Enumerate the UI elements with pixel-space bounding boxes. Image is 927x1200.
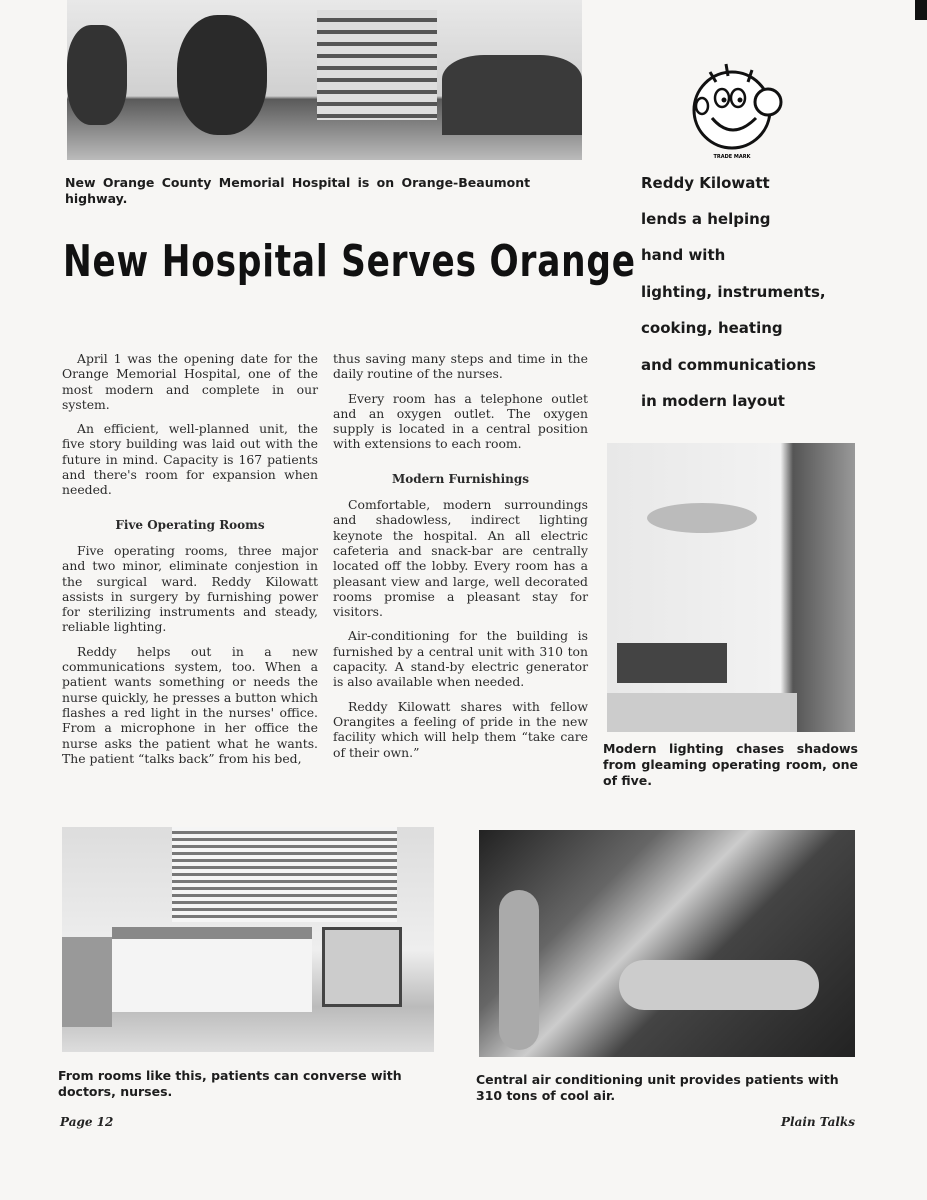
sidebar-line: and communications — [641, 356, 816, 374]
paragraph: April 1 was the opening date for the Orange Memorial Hospital, one of the most modern and complete in our system. — [62, 351, 318, 412]
article-title: New Hospital Serves Orange — [63, 236, 636, 287]
sidebar-line: hand with — [641, 246, 726, 264]
paragraph: Reddy Kilowatt shares with fellow Orangites a feeling of pride in the new facility which will help them “take care of their own.” — [333, 698, 588, 760]
patient-room-caption: From rooms like this, patients can converse with doctors, nurses. — [58, 1068, 402, 1099]
paragraph: thus saving many steps and time in the daily routine of the nurses. — [333, 351, 588, 382]
publication-name: Plain Talks — [780, 1115, 855, 1129]
sidebar-line: Reddy Kilowatt — [641, 174, 770, 192]
paragraph: Every room has a telephone outlet and an oxygen outlet. The oxygen supply is located in a central position with extensions to each room. — [333, 390, 588, 452]
air-conditioning-photo — [479, 830, 855, 1057]
paragraph: Air-conditioning for the building is furnished by a central unit with 310 ton capacity. A stand-by electric generator is also available when needed. — [333, 628, 588, 690]
paragraph: Reddy helps out in a new communications system, too. When a patient wants something or needs the nurse quickly, he presses a button which flashes a red light in the nurses' office. From a microphone in her office the nurse asks the patient what he wants. The patient “talks back” from his bed, — [62, 643, 318, 766]
hospital-photo-caption: New Orange County Memorial Hospital is on Orange-Beaumont highway. — [65, 175, 531, 206]
sidebar-line: lighting, instruments, — [641, 283, 826, 301]
reddy-kilowatt-logo — [686, 58, 786, 162]
paragraph: An efficient, well-planned unit, the five story building was laid out with the future in mind. Capacity is 167 patients and there's room for expansion when needed. — [62, 421, 318, 498]
patient-room-photo — [62, 827, 434, 1052]
article-column-1 — [62, 351, 318, 775]
scan-edge-mark — [915, 0, 927, 20]
sidebar-line: in modern layout — [641, 392, 785, 410]
air-conditioning-caption: Central air conditioning unit provides patients with 310 tons of cool air. — [476, 1072, 839, 1103]
svg-text:TRADE MARK: TRADE MARK — [713, 154, 751, 160]
section-heading: Five Operating Rooms — [115, 517, 265, 532]
operating-room-photo — [607, 443, 855, 732]
page-number: Page 12 — [60, 1115, 114, 1129]
operating-room-caption: Modern lighting chases shadows from gleaming operating room, one of five. — [603, 741, 858, 788]
hospital-building-photo — [67, 0, 582, 160]
sidebar-line: lends a helping — [641, 210, 771, 228]
paragraph: Comfortable, modern surroundings and shadowless, indirect lighting keynote the hospital. An all electric cafeteria and snack-bar are centrally located off the lobby. Every room has a pleasant view and large, well decorated rooms promise a pleasant stay for visitors. — [333, 497, 588, 620]
article-column-2 — [333, 351, 588, 769]
paragraph: Five operating rooms, three major and two minor, eliminate conjestion in the surgical ward. Reddy Kilowatt assists in surgery by furnishing power for sterilizing instruments and steady, reliable lighting. — [62, 542, 318, 635]
section-heading: Modern Furnishings — [391, 471, 530, 486]
sidebar-line: cooking, heating — [641, 319, 783, 337]
